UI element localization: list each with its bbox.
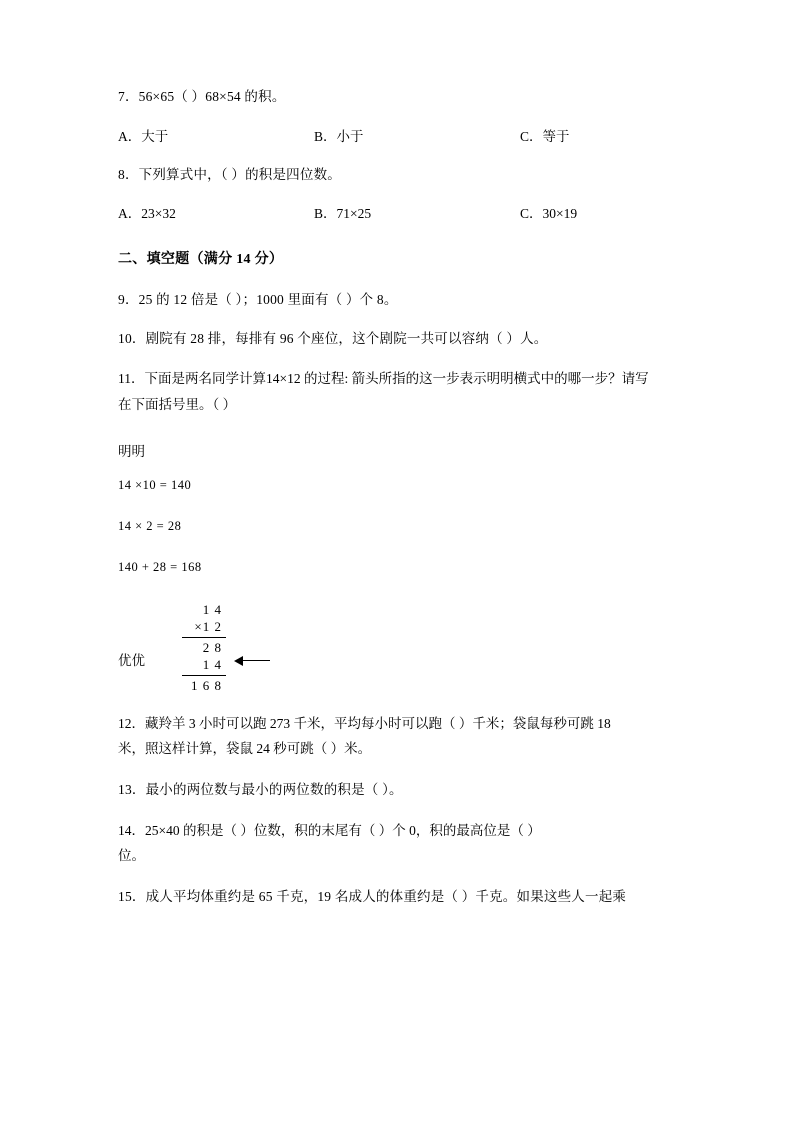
question-7-options	[118, 125, 678, 145]
page-content	[118, 86, 678, 924]
question-15: 15．成人平均体重约是 65 千克，19 名成人的体重约是（ ）千克。如果这些人一起乘	[118, 888, 627, 904]
question-13: 13．最小的两位数与最小的两位数的积是（ ）。	[118, 781, 403, 797]
question-14-line-1: 14．25×40 的积是（ ）位数，积的末尾有（ ）个 0，积的最高位是（ ）	[118, 822, 541, 838]
question-10: 10．剧院有 28 排，每排有 96 个座位，这个剧院一共可以容纳（ ）人。	[118, 330, 548, 346]
vertical-row-2: ×1 2	[194, 619, 222, 635]
option-c[interactable]: C．等于	[520, 128, 570, 144]
work-line-2: 14 × 2 = 28	[118, 518, 182, 533]
question-11-line-1: 11．下面是两名同学计算14×12 的过程: 箭头所指的这一步表示明明横式中的哪一步？请写	[118, 371, 649, 387]
left-arrow-icon	[234, 656, 270, 666]
vertical-calculation	[118, 601, 678, 693]
student-name-youyou: 优优	[118, 652, 145, 668]
divider-line-1	[182, 637, 226, 638]
vertical-row-1: 1 4	[202, 601, 222, 617]
option-c[interactable]: C．30×19	[520, 206, 578, 222]
question-12-line-2: 米，照这样计算，袋鼠 24 秒可跳（ ）米。	[118, 741, 372, 757]
question-12-line-1: 12．藏羚羊 3 小时可以跑 273 千米，平均每小时可以跑（ ）千米；袋鼠每秒可跳 18	[118, 715, 611, 731]
section-heading-fill-in-blank: 二、填空题（满分 14 分）	[118, 252, 284, 268]
vertical-row-3: 2 8	[202, 639, 222, 655]
vertical-calc-box	[164, 601, 226, 695]
question-11	[118, 366, 678, 417]
question-11-line-2: 在下面括号里。（ ）	[118, 397, 237, 413]
work-line-3: 140 + 28 = 168	[118, 559, 202, 574]
question-7-stem: 7．56×65（ ）68×54 的积。	[118, 89, 286, 104]
question-8-stem: 8．下列算式中，（ ）的积是四位数。	[118, 166, 341, 182]
option-a[interactable]: A．23×32	[118, 206, 176, 222]
question-12	[118, 711, 678, 762]
divider-line-2	[182, 675, 226, 676]
option-b[interactable]: B．小于	[314, 128, 364, 144]
question-14-line-2: 位。	[118, 848, 145, 864]
option-b[interactable]: B．71×25	[314, 206, 372, 222]
vertical-row-4: 1 4	[202, 657, 222, 673]
option-a[interactable]: A．大于	[118, 128, 169, 144]
question-9: 9．25 的 12 倍是（ ）；1000 里面有（ ）个 8。	[118, 292, 398, 308]
student-name-mingming: 明明	[118, 443, 145, 459]
question-14	[118, 818, 678, 869]
question-8-options	[118, 202, 678, 222]
vertical-row-5: 1 6 8	[191, 677, 222, 693]
work-line-1: 14 ×10 = 140	[118, 477, 192, 492]
